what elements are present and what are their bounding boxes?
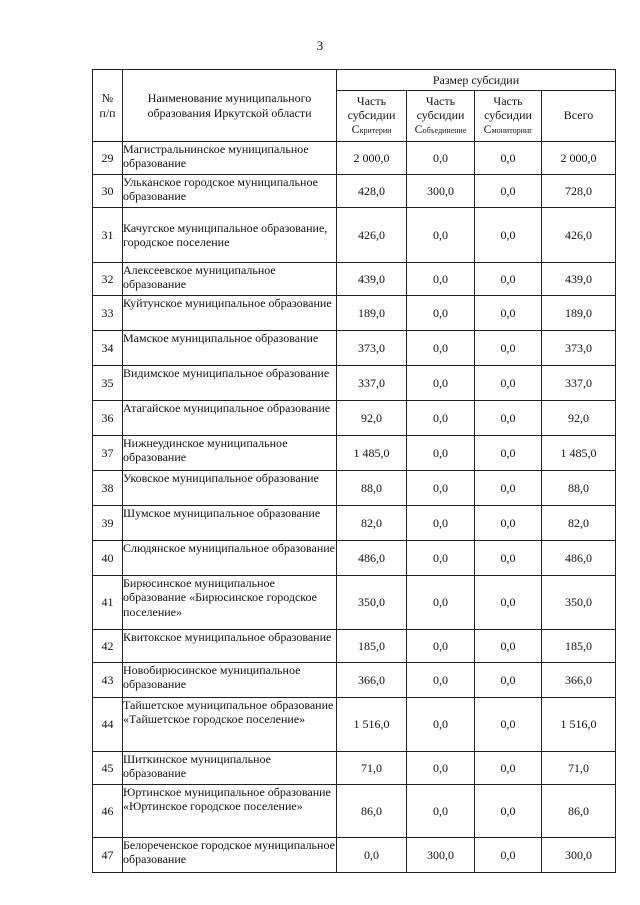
- subsidy-criteria: 82,0: [337, 506, 407, 541]
- subsidy-criteria: 439,0: [337, 263, 407, 296]
- municipality-name: Новобирюсинское муниципальное образование: [123, 663, 337, 698]
- header-part-merger-subscript: объединение: [422, 125, 467, 135]
- municipality-name: Шумское муниципальное образование: [123, 506, 337, 541]
- subsidy-monitoring: 0,0: [475, 208, 542, 263]
- table-row: [93, 663, 616, 698]
- subsidy-criteria: 337,0: [337, 366, 407, 401]
- subsidy-criteria: 426,0: [337, 208, 407, 263]
- subsidy-criteria: 350,0: [337, 576, 407, 630]
- row-number: 43: [93, 663, 123, 698]
- table-row: [93, 366, 616, 401]
- municipality-name: Слюдянское муниципальное образование: [123, 541, 337, 576]
- header-part-monitoring-subscript: мониторинг: [491, 125, 533, 135]
- subsidy-merger: 0,0: [407, 436, 475, 471]
- subsidy-merger: 0,0: [407, 296, 475, 331]
- subsidy-criteria: 92,0: [337, 401, 407, 436]
- subsidy-total: 2 000,0: [542, 142, 616, 175]
- municipality-name: Бирюсинское муниципальное образование «Бирюсинское городское поселение»: [123, 576, 337, 630]
- subsidy-criteria: 86,0: [337, 785, 407, 838]
- subsidy-merger: 0,0: [407, 630, 475, 663]
- subsidy-total: 486,0: [542, 541, 616, 576]
- subsidy-criteria: 189,0: [337, 296, 407, 331]
- row-number: 42: [93, 630, 123, 663]
- subsidy-merger: 300,0: [407, 838, 475, 873]
- table-row: [93, 263, 616, 296]
- table-row: [93, 541, 616, 576]
- subsidy-merger: 300,0: [407, 175, 475, 208]
- subsidy-monitoring: 0,0: [475, 785, 542, 838]
- subsidy-merger: 0,0: [407, 471, 475, 506]
- header-part-criteria: [337, 91, 407, 142]
- subsidy-criteria: 185,0: [337, 630, 407, 663]
- subsidy-criteria: 71,0: [337, 752, 407, 785]
- municipality-name: Видимское муниципальное образование: [123, 366, 337, 401]
- header-total: Всего: [542, 91, 616, 142]
- subsidy-monitoring: 0,0: [475, 366, 542, 401]
- subsidy-total: 300,0: [542, 838, 616, 873]
- row-number: 45: [93, 752, 123, 785]
- subsidy-criteria: 366,0: [337, 663, 407, 698]
- header-part-monitoring-label: Часть субсидии: [484, 94, 532, 123]
- subsidy-monitoring: 0,0: [475, 175, 542, 208]
- header-row-number: № п/п: [93, 70, 123, 142]
- municipality-name: Уковское муниципальное образование: [123, 471, 337, 506]
- municipality-name: Шиткинское муниципальное образование: [123, 752, 337, 785]
- subsidy-criteria: 2 000,0: [337, 142, 407, 175]
- row-number: 35: [93, 366, 123, 401]
- table-row: [93, 331, 616, 366]
- subsidy-monitoring: 0,0: [475, 506, 542, 541]
- municipality-name: Юртинское муниципальное образование «Юртинское городское поселение»: [123, 785, 337, 838]
- header-part-merger: [407, 91, 475, 142]
- row-number: 36: [93, 401, 123, 436]
- subsidy-monitoring: 0,0: [475, 331, 542, 366]
- subsidy-criteria: 0,0: [337, 838, 407, 873]
- row-number: 33: [93, 296, 123, 331]
- table-row: [93, 175, 616, 208]
- subsidy-merger: 0,0: [407, 142, 475, 175]
- subsidy-criteria: 428,0: [337, 175, 407, 208]
- subsidy-total: 185,0: [542, 630, 616, 663]
- subsidy-merger: 0,0: [407, 366, 475, 401]
- table-row: [93, 401, 616, 436]
- table-row: [93, 752, 616, 785]
- row-number: 47: [93, 838, 123, 873]
- subsidy-merger: 0,0: [407, 576, 475, 630]
- page-number: 3: [316, 38, 324, 53]
- subsidy-merger: 0,0: [407, 698, 475, 752]
- row-number: 31: [93, 208, 123, 263]
- subsidy-total: 350,0: [542, 576, 616, 630]
- subsidy-total: 728,0: [542, 175, 616, 208]
- row-number: 39: [93, 506, 123, 541]
- municipality-name: Атагайское муниципальное образование: [123, 401, 337, 436]
- municipality-name: Ульканское городское муниципальное образование: [123, 175, 337, 208]
- row-number: 40: [93, 541, 123, 576]
- header-part-criteria-label: Часть субсидии: [347, 94, 396, 123]
- subsidy-criteria: 486,0: [337, 541, 407, 576]
- row-number: 38: [93, 471, 123, 506]
- row-number: 30: [93, 175, 123, 208]
- header-part-criteria-symbol: С: [351, 121, 360, 136]
- row-number: 34: [93, 331, 123, 366]
- table-row: [93, 576, 616, 630]
- subsidy-total: 88,0: [542, 471, 616, 506]
- subsidy-total: 82,0: [542, 506, 616, 541]
- subsidy-monitoring: 0,0: [475, 263, 542, 296]
- municipality-name: Куйтунское муниципальное образование: [123, 296, 337, 331]
- subsidy-merger: 0,0: [407, 506, 475, 541]
- subsidy-monitoring: 0,0: [475, 630, 542, 663]
- subsidy-monitoring: 0,0: [475, 698, 542, 752]
- subsidy-total: 189,0: [542, 296, 616, 331]
- subsidy-total: 92,0: [542, 401, 616, 436]
- header-subsidy-size: Размер субсидии: [337, 70, 616, 91]
- header-municipality-name: Наименование муниципального образования Иркутской области: [123, 70, 337, 142]
- table-row: [93, 471, 616, 506]
- header-part-criteria-subscript: критерии: [359, 125, 392, 135]
- subsidy-total: 439,0: [542, 263, 616, 296]
- subsidy-table: [92, 69, 616, 873]
- subsidy-monitoring: 0,0: [475, 838, 542, 873]
- municipality-name: Квитокское муниципальное образование: [123, 630, 337, 663]
- subsidy-merger: 0,0: [407, 541, 475, 576]
- municipality-name: Алексеевское муниципальное образование: [123, 263, 337, 296]
- row-number: 44: [93, 698, 123, 752]
- subsidy-merger: 0,0: [407, 331, 475, 366]
- subsidy-monitoring: 0,0: [475, 401, 542, 436]
- row-number: 46: [93, 785, 123, 838]
- subsidy-merger: 0,0: [407, 785, 475, 838]
- subsidy-criteria: 88,0: [337, 471, 407, 506]
- subsidy-total: 426,0: [542, 208, 616, 263]
- header-part-merger-symbol: С: [414, 121, 423, 136]
- row-number: 37: [93, 436, 123, 471]
- table-row: [93, 630, 616, 663]
- subsidy-merger: 0,0: [407, 401, 475, 436]
- subsidy-total: 373,0: [542, 331, 616, 366]
- subsidy-monitoring: 0,0: [475, 296, 542, 331]
- subsidy-criteria: 373,0: [337, 331, 407, 366]
- subsidy-total: 1 485,0: [542, 436, 616, 471]
- municipality-name: Тайшетское муниципальное образование «Тайшетское городское поселение»: [123, 698, 337, 752]
- subsidy-monitoring: 0,0: [475, 471, 542, 506]
- table-row: [93, 698, 616, 752]
- subsidy-monitoring: 0,0: [475, 663, 542, 698]
- header-part-monitoring: [475, 91, 542, 142]
- subsidy-criteria: 1 516,0: [337, 698, 407, 752]
- table-row: [93, 785, 616, 838]
- table-row: [93, 506, 616, 541]
- row-number: 41: [93, 576, 123, 630]
- subsidy-total: 71,0: [542, 752, 616, 785]
- table-row: [93, 436, 616, 471]
- table-row: [93, 838, 616, 873]
- header-part-merger-label: Часть субсидии: [416, 94, 465, 123]
- subsidy-monitoring: 0,0: [475, 752, 542, 785]
- subsidy-total: 86,0: [542, 785, 616, 838]
- subsidy-total: 337,0: [542, 366, 616, 401]
- municipality-name: Нижнеудинское муниципальное образование: [123, 436, 337, 471]
- subsidy-monitoring: 0,0: [475, 436, 542, 471]
- subsidy-merger: 0,0: [407, 263, 475, 296]
- subsidy-monitoring: 0,0: [475, 576, 542, 630]
- table-row: [93, 208, 616, 263]
- row-number: 32: [93, 263, 123, 296]
- municipality-name: Качугское муниципальное образование, городское поселение: [123, 208, 337, 263]
- subsidy-merger: 0,0: [407, 752, 475, 785]
- subsidy-merger: 0,0: [407, 663, 475, 698]
- subsidy-total: 366,0: [542, 663, 616, 698]
- table-body: [93, 142, 616, 873]
- municipality-name: Белореченское городское муниципальное образование: [123, 838, 337, 873]
- subsidy-criteria: 1 485,0: [337, 436, 407, 471]
- header-part-monitoring-symbol: С: [483, 121, 492, 136]
- subsidy-monitoring: 0,0: [475, 541, 542, 576]
- subsidy-total: 1 516,0: [542, 698, 616, 752]
- municipality-name: Мамское муниципальное образование: [123, 331, 337, 366]
- row-number: 29: [93, 142, 123, 175]
- municipality-name: Магистральнинское муниципальное образование: [123, 142, 337, 175]
- table-header: [93, 70, 616, 142]
- table-row: [93, 142, 616, 175]
- table-row: [93, 296, 616, 331]
- subsidy-monitoring: 0,0: [475, 142, 542, 175]
- subsidy-merger: 0,0: [407, 208, 475, 263]
